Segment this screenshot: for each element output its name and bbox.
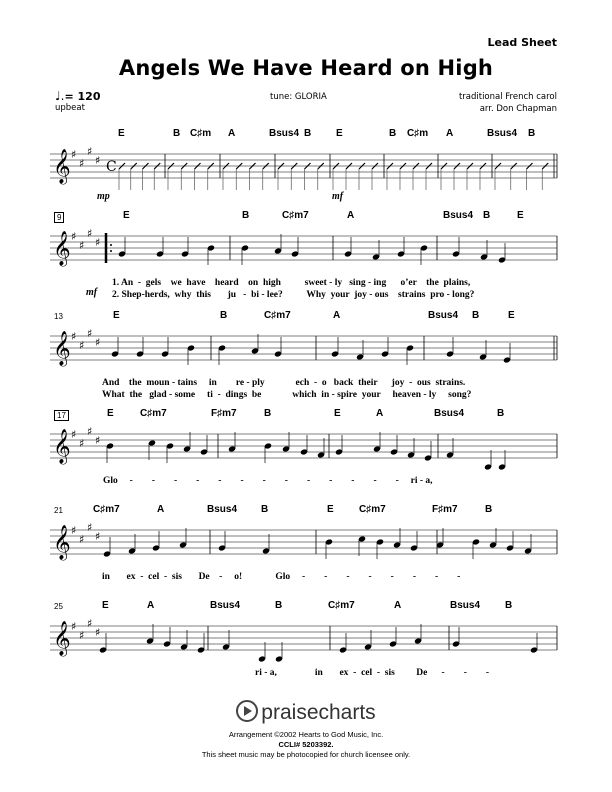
origin-credit: traditional French carol	[458, 92, 557, 102]
svg-text:𝄞: 𝄞	[53, 149, 71, 184]
chord-symbol: B	[261, 504, 269, 515]
svg-text:𝄞: 𝄞	[53, 231, 71, 266]
praisecharts-logo: praisecharts	[0, 700, 612, 725]
chord-symbol: F♯m7	[432, 504, 458, 515]
chord-symbol: C♯m7	[140, 408, 167, 419]
chord-symbol: E	[508, 310, 515, 321]
svg-text:♯: ♯	[71, 330, 77, 343]
svg-text:♯: ♯	[71, 148, 77, 161]
svg-text:♯: ♯	[95, 154, 101, 167]
chord-symbol: E	[102, 600, 109, 611]
svg-text:♯: ♯	[95, 336, 101, 349]
chord-symbol: E	[517, 210, 524, 221]
svg-text:♯: ♯	[95, 434, 101, 447]
chord-symbol: A	[347, 210, 355, 221]
chord-symbol: B	[275, 600, 283, 611]
svg-text:♯: ♯	[87, 327, 93, 340]
measure-number: 9	[54, 212, 64, 223]
footer-license: This sheet music may be photocopied for church licensee only.	[201, 750, 411, 759]
chord-symbol: E	[327, 504, 334, 515]
svg-text:𝄞: 𝄞	[53, 331, 71, 366]
chord-symbol: B	[483, 210, 491, 221]
chord-symbol: B	[389, 128, 397, 139]
svg-text:♯: ♯	[79, 437, 85, 450]
chord-symbol: B	[485, 504, 493, 515]
chord-symbol: A	[376, 408, 384, 419]
lyric-line: ri - a, in ex - cel - sis De - - -	[255, 668, 490, 678]
chord-symbol: A	[394, 600, 402, 611]
chord-symbol: A	[446, 128, 454, 139]
chord-symbol: C♯m7	[264, 310, 291, 321]
svg-text:♯: ♯	[71, 620, 77, 633]
lyric-line: 2. Shep-herds, why this ju - bi - lee? Why your joy - ous strains pro - long?	[112, 290, 475, 300]
chord-symbol: Bsus4	[269, 128, 300, 139]
chord-symbol: Bsus4	[210, 600, 241, 611]
chord-symbol: E	[334, 408, 341, 419]
svg-text:♯: ♯	[79, 339, 85, 352]
svg-text:♯: ♯	[87, 521, 93, 534]
chord-symbol: C♯m7	[359, 504, 386, 515]
lyric-line: And the moun - tains in re - ply ech - o back their joy - ous strains.	[102, 378, 466, 388]
chord-symbol: A	[157, 504, 165, 515]
tempo-value: = 120	[64, 90, 101, 103]
footer-copyright: Arrangement ©2002 Hearts to God Music, Inc.	[228, 730, 384, 739]
svg-text:𝄞: 𝄞	[53, 525, 71, 560]
svg-text:𝄞: 𝄞	[53, 429, 71, 464]
chord-symbol: Bsus4	[487, 128, 518, 139]
svg-text:♯: ♯	[87, 145, 93, 158]
chord-symbol: C♯m	[190, 128, 212, 139]
svg-text:♯: ♯	[79, 629, 85, 642]
svg-text:♯: ♯	[79, 157, 85, 170]
dotted-quarter-note-icon: ♩.	[55, 89, 65, 103]
svg-text:♯: ♯	[87, 425, 93, 438]
chord-symbol: Bsus4	[207, 504, 238, 515]
svg-text:♯: ♯	[71, 428, 77, 441]
chord-symbol: A	[147, 600, 155, 611]
arranger-credit: arr. Don Chapman	[479, 104, 557, 114]
chord-symbol: C♯m7	[328, 600, 355, 611]
chord-symbol: B	[505, 600, 513, 611]
chord-symbol: B	[220, 310, 228, 321]
chord-symbol: Bsus4	[434, 408, 465, 419]
play-circle-icon	[236, 700, 258, 722]
svg-text:♯: ♯	[95, 626, 101, 639]
svg-text:♯: ♯	[71, 524, 77, 537]
chord-symbol: B	[304, 128, 312, 139]
chord-symbol: B	[264, 408, 272, 419]
svg-text:♯: ♯	[95, 530, 101, 543]
chord-symbol: B	[528, 128, 536, 139]
chord-symbol: C♯m7	[282, 210, 309, 221]
chord-symbol: E	[336, 128, 343, 139]
chord-symbol: C♯m7	[93, 504, 120, 515]
chord-symbol: A	[333, 310, 341, 321]
chord-symbol: Bsus4	[443, 210, 474, 221]
mood-label: upbeat	[55, 103, 85, 113]
measure-number: 25	[54, 602, 63, 611]
svg-text:♯: ♯	[79, 239, 85, 252]
lyric-line: in ex - cel - sis De - o! Glo - - - - - - - -	[102, 572, 461, 582]
svg-text:♯: ♯	[87, 617, 93, 630]
chord-symbol: C♯m	[407, 128, 429, 139]
chord-symbol: Bsus4	[428, 310, 459, 321]
chord-symbol: F♯m7	[211, 408, 237, 419]
lyric-line: 1. An - gels we have heard on high sweet - ly sing - ing o’er the plains,	[112, 278, 471, 288]
lyric-line: Glo - - - - - - - - - - - - - ri - a,	[103, 476, 433, 486]
chord-symbol: Bsus4	[450, 600, 481, 611]
sheet-type-label: Lead Sheet	[487, 36, 557, 49]
tune-name: tune: GLORIA	[270, 92, 327, 102]
chord-symbol: E	[123, 210, 130, 221]
song-title: Angels We Have Heard on High	[118, 56, 494, 80]
dynamic-marking: mp	[97, 191, 110, 202]
chord-symbol: B	[497, 408, 505, 419]
chord-symbol: A	[228, 128, 236, 139]
measure-number: 21	[54, 506, 63, 515]
chord-symbol: E	[107, 408, 114, 419]
chord-symbol: E	[118, 128, 125, 139]
dynamic-marking: mf	[86, 287, 98, 298]
svg-text:𝄞: 𝄞	[53, 621, 71, 656]
svg-text:C: C	[106, 159, 117, 175]
lyric-line: What the glad - some ti - dings be which in - spire your heaven - ly song?	[102, 390, 472, 400]
svg-text:♯: ♯	[71, 230, 77, 243]
chord-symbol: B	[472, 310, 480, 321]
chord-symbol: E	[113, 310, 120, 321]
chord-symbol: B	[173, 128, 181, 139]
svg-text:♯: ♯	[79, 533, 85, 546]
dynamic-marking: mf	[332, 191, 344, 202]
measure-number: 13	[54, 312, 63, 321]
svg-text:♯: ♯	[95, 236, 101, 249]
measure-number: 17	[54, 410, 69, 421]
svg-text:♯: ♯	[87, 227, 93, 240]
footer-ccli: CCLI# 5203392.	[278, 740, 334, 749]
chord-symbol: B	[242, 210, 250, 221]
